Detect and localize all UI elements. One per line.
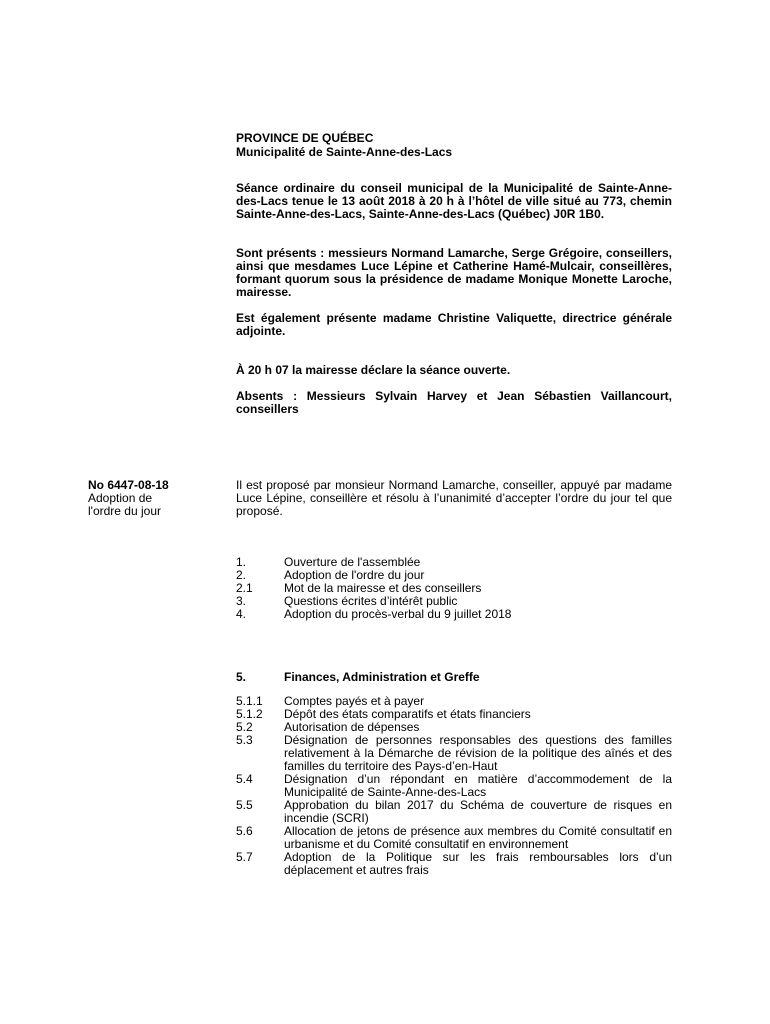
section-5-list bbox=[236, 695, 672, 877]
item-text: Allocation de jetons de présence aux membres du Comité consultatif en urbanisme et du Comité consultatif en environnement bbox=[284, 824, 672, 851]
section-number: 5. bbox=[236, 670, 247, 684]
item-text: Questions écrites d’intérêt public bbox=[284, 594, 458, 608]
resolution-margin-note bbox=[88, 479, 218, 518]
resolution-title-line2: l'ordre du jour bbox=[88, 504, 161, 518]
item-text: Adoption de l'ordre du jour bbox=[284, 568, 425, 582]
resolution-number: No 6447-08-18 bbox=[88, 478, 169, 492]
presente-paragraph: Est également présente madame Christine Valiquette, directrice générale adjointe. bbox=[236, 311, 672, 338]
seance-paragraph: Séance ordinaire du conseil municipal de la Municipalité de Sainte-Anne-des-Lacs tenue le 13 août 2018 à 20 h à l’hôtel de ville situé au 773, chemin Sainte-Anne-des-Lacs, Sainte-Anne-des-Lacs (Québec) J0R 1B0. bbox=[236, 181, 672, 221]
item-number: 5.5 bbox=[236, 798, 253, 812]
presents-paragraph: Sont présents : messieurs Normand Lamarche, Serge Grégoire, conseillers, ainsi que mesdames Luce Lépine et Catherine Hamé-Mulcair, conseillères, formant quorum sous la présidence de madame Monique Monette Laroche, mairesse. bbox=[236, 246, 672, 299]
list-item bbox=[236, 851, 672, 877]
list-item bbox=[236, 799, 672, 825]
list-item bbox=[236, 734, 672, 773]
item-text: Désignation de personnes responsables des questions des familles relativement à la Démarche de révision de la politique des aînés et des familles du territoire des Pays-d’en-Haut bbox=[284, 733, 672, 773]
item-number: 5.7 bbox=[236, 850, 253, 864]
item-number: 4. bbox=[236, 607, 247, 621]
item-number: 3. bbox=[236, 594, 247, 608]
item-text: Désignation d’un répondant en matière d’accommodement de la Municipalité de Sainte-Anne-des-Lacs bbox=[284, 772, 672, 799]
list-item bbox=[236, 773, 672, 799]
item-text: Dépôt des états comparatifs et états financiers bbox=[284, 707, 531, 721]
item-text: Comptes payés et à payer bbox=[284, 694, 425, 708]
item-text: Mot de la mairesse et des conseillers bbox=[284, 581, 482, 595]
item-number: 2. bbox=[236, 568, 247, 582]
section-5-title bbox=[236, 670, 480, 684]
ouverture-paragraph: À 20 h 07 la mairesse déclare la séance ouverte. bbox=[236, 363, 511, 377]
item-text: Adoption du procès-verbal du 9 juillet 2018 bbox=[284, 607, 512, 621]
item-text: Autorisation de dépenses bbox=[284, 720, 420, 734]
list-item bbox=[236, 608, 672, 621]
resolution-text: Il est proposé par monsieur Normand Lamarche, conseiller, appuyé par madame Luce Lépine, conseillère et résolu à l’unanimité d’accepter l’ordre du jour tel que proposé. bbox=[236, 478, 672, 518]
item-text: Ouverture de l'assemblée bbox=[284, 555, 421, 569]
province-title: PROVINCE DE QUÉBEC bbox=[236, 131, 374, 145]
resolution-title-line1: Adoption de bbox=[88, 491, 153, 505]
item-text: Adoption de la Politique sur les frais remboursables lors d’un déplacement et autres frais bbox=[284, 850, 672, 877]
municipality-title: Municipalité de Sainte-Anne-des-Lacs bbox=[236, 145, 453, 159]
item-number: 5.2 bbox=[236, 720, 253, 734]
item-number: 5.3 bbox=[236, 733, 253, 747]
list-item bbox=[236, 825, 672, 851]
agenda-list bbox=[236, 556, 672, 621]
absents-paragraph: Absents : Messieurs Sylvain Harvey et Jean Sébastien Vaillancourt, conseillers bbox=[236, 389, 672, 416]
item-number: 5.4 bbox=[236, 772, 253, 786]
section-title: Finances, Administration et Greffe bbox=[284, 670, 480, 684]
item-text: Approbation du bilan 2017 du Schéma de couverture de risques en incendie (SCRI) bbox=[284, 798, 672, 825]
item-number: 5.1.2 bbox=[236, 707, 263, 721]
item-number: 2.1 bbox=[236, 581, 253, 595]
item-number: 5.1.1 bbox=[236, 694, 263, 708]
item-number: 1. bbox=[236, 555, 247, 569]
item-number: 5.6 bbox=[236, 824, 253, 838]
document-heading bbox=[236, 131, 452, 159]
